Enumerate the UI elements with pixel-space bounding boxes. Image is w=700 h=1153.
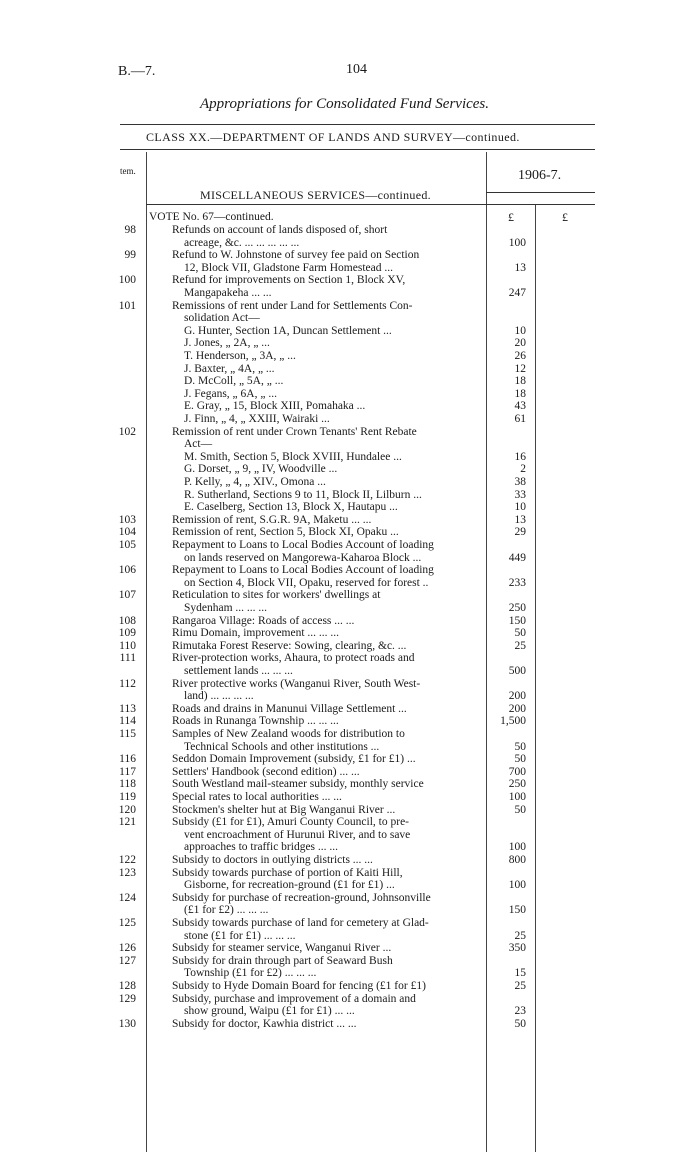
table-row xyxy=(0,753,700,765)
item-number: 122 xyxy=(118,854,136,866)
table-row xyxy=(0,312,700,324)
table-row xyxy=(0,904,700,916)
item-amount: 449 xyxy=(508,551,526,564)
item-amount: 100 xyxy=(508,236,526,249)
table-row xyxy=(0,300,700,312)
table-row xyxy=(0,539,700,551)
table-row xyxy=(0,804,700,816)
item-amount: 233 xyxy=(508,576,526,589)
table-row xyxy=(0,917,700,929)
table-row xyxy=(0,1005,700,1017)
table-row xyxy=(0,728,700,740)
item-description: Act— xyxy=(184,438,213,451)
item-amount: 15 xyxy=(514,967,526,980)
item-number: 105 xyxy=(118,539,136,551)
item-description: Subsidy towards purchase of portion of Kaiti Hill, xyxy=(172,866,403,879)
item-description: stone (£1 for £1) ... ... ... xyxy=(184,929,296,942)
item-number: 100 xyxy=(118,274,136,287)
item-amount: 500 xyxy=(508,665,526,677)
item-number: 125 xyxy=(118,917,136,929)
item-amount: 200 xyxy=(508,702,526,715)
table-row xyxy=(0,892,700,904)
table-row xyxy=(0,501,700,513)
item-number: 99 xyxy=(124,249,136,262)
item-description: Technical Schools and other institutions ... xyxy=(184,740,380,753)
table-row xyxy=(0,249,700,261)
item-amount: 700 xyxy=(508,765,526,778)
item-number: 117 xyxy=(119,765,136,778)
item-number: 98 xyxy=(124,224,136,236)
table-row xyxy=(0,262,700,274)
item-description: J. Baxter, „ 4A, „ ... xyxy=(184,362,275,375)
item-number: 116 xyxy=(119,753,136,766)
item-description: Subsidy towards purchase of land for cemetery at Glad- xyxy=(172,917,429,929)
item-amount: 1,500 xyxy=(500,715,526,728)
item-description: Seddon Domain Improvement (subsidy, £1 for £1) ... xyxy=(172,753,416,766)
item-description: Refund for improvements on Section 1, Block XV, xyxy=(172,274,406,287)
item-description: Remission of rent under Crown Tenants' Rent Rebate xyxy=(172,425,417,438)
document-reference: B.—7. xyxy=(118,64,156,79)
currency-symbol-left: £ xyxy=(508,210,514,224)
item-number: 121 xyxy=(118,816,136,829)
item-description: Subsidy, purchase and improvement of a domain and xyxy=(172,992,416,1005)
section-rule xyxy=(146,204,595,205)
class-heading: CLASS XX.—DEPARTMENT OF LANDS AND SURVEY—continued. xyxy=(146,130,520,144)
item-amount: 10 xyxy=(514,501,526,514)
item-amount: 25 xyxy=(514,639,526,652)
page-number: 104 xyxy=(346,62,367,77)
table-row xyxy=(0,967,700,979)
table-row xyxy=(0,993,700,1005)
item-description: Roads in Runanga Township ... ... ... xyxy=(172,715,339,728)
item-number: 113 xyxy=(119,702,136,715)
table-row xyxy=(0,841,700,853)
table-row xyxy=(0,426,700,438)
item-description: approaches to traffic bridges ... ... xyxy=(184,841,339,854)
item-description: Rimu Domain, improvement ... ... ... xyxy=(172,627,340,640)
table-row xyxy=(0,980,700,992)
year-rule xyxy=(486,192,595,193)
table-row xyxy=(0,577,700,589)
item-description: J. Finn, „ 4, „ XXIII, Wairaki ... xyxy=(184,413,330,425)
table-row xyxy=(0,325,700,337)
item-description: Subsidy to doctors in outlying districts ... ... xyxy=(172,854,373,866)
table-row xyxy=(0,829,700,841)
item-description: Subsidy for purchase of recreation-ground, Johnsonville xyxy=(172,891,431,904)
table-row xyxy=(0,337,700,349)
table-row xyxy=(0,476,700,488)
item-description: Subsidy (£1 for £1), Amuri County Council, to pre- xyxy=(172,816,410,829)
item-description: D. McColl, „ 5A, „ ... xyxy=(184,375,284,388)
table-row xyxy=(0,942,700,954)
item-description: on Section 4, Block VII, Opaku, reserved for forest .. xyxy=(184,576,429,589)
item-amount: 25 xyxy=(514,980,526,992)
table-row xyxy=(0,564,700,576)
table-row xyxy=(0,640,700,652)
item-number: 109 xyxy=(118,627,136,640)
item-description: land) ... ... ... ... xyxy=(184,690,254,703)
item-description: solidation Act— xyxy=(184,312,260,325)
item-description: Subsidy for steamer service, Wanganui River ... xyxy=(172,942,392,955)
item-amount: 16 xyxy=(514,450,526,463)
vote-line: VOTE No. 67—continued. xyxy=(149,211,274,223)
item-description: settlement lands ... ... ... xyxy=(184,665,293,677)
item-description: Rimutaka Forest Reserve: Sowing, clearing, &c. ... xyxy=(172,639,407,652)
item-number: 129 xyxy=(118,992,136,1005)
item-amount: 13 xyxy=(514,513,526,526)
item-amount: 10 xyxy=(514,324,526,337)
item-number: 102 xyxy=(118,425,136,438)
table-row xyxy=(0,778,700,790)
table-row xyxy=(0,867,700,879)
item-description: Subsidy to Hyde Domain Board for fencing (£1 for £1) xyxy=(172,980,426,992)
table-row xyxy=(0,741,700,753)
item-number: 103 xyxy=(118,513,136,526)
item-number: 123 xyxy=(118,866,136,879)
item-description: Special rates to local authorities ... ... xyxy=(172,791,342,803)
table-row xyxy=(0,438,700,450)
section-title: MISCELLANEOUS SERVICES—continued. xyxy=(200,188,431,202)
item-amount: 100 xyxy=(508,879,526,892)
item-number: 120 xyxy=(118,803,136,816)
table-row xyxy=(0,766,700,778)
item-description: Subsidy for doctor, Kawhia district ... ... xyxy=(172,1017,357,1030)
item-number: 118 xyxy=(119,778,136,791)
item-number: 104 xyxy=(118,526,136,539)
table-row xyxy=(0,791,700,803)
table-row xyxy=(0,514,700,526)
item-amount: 200 xyxy=(508,690,526,703)
item-description: River-protection works, Ahaura, to protect roads and xyxy=(172,652,415,665)
item-number: 107 xyxy=(118,589,136,602)
item-amount: 247 xyxy=(508,287,526,299)
class-rule xyxy=(120,149,595,150)
table-row xyxy=(0,652,700,664)
item-amount: 18 xyxy=(514,375,526,388)
item-amount: 18 xyxy=(514,387,526,400)
item-description: South Westland mail-steamer subsidy, monthly service xyxy=(172,778,424,791)
table-row xyxy=(0,602,700,614)
item-description: M. Smith, Section 5, Block XVIII, Hundalee ... xyxy=(184,450,402,463)
table-row xyxy=(0,690,700,702)
item-amount: 61 xyxy=(514,413,526,425)
item-description: Rangaroa Village: Roads of access ... ... xyxy=(172,614,355,627)
item-description: Samples of New Zealand woods for distribution to xyxy=(172,728,405,740)
item-description: Settlers' Handbook (second edition) ... ... xyxy=(172,765,360,778)
table-row xyxy=(0,955,700,967)
table-row xyxy=(0,375,700,387)
table-row xyxy=(0,678,700,690)
item-amount: 100 xyxy=(508,791,526,803)
item-description: Refunds on account of lands disposed of, short xyxy=(172,224,388,236)
item-amount: 50 xyxy=(514,803,526,816)
table-row xyxy=(0,615,700,627)
item-description: E. Gray, „ 15, Block XIII, Pomahaka ... xyxy=(184,400,366,413)
item-amount: 33 xyxy=(514,488,526,501)
item-number: 127 xyxy=(118,954,136,967)
item-amount: 26 xyxy=(514,350,526,362)
item-number: 128 xyxy=(118,980,136,992)
item-description: show ground, Waipu (£1 for £1) ... ... xyxy=(184,1005,355,1018)
item-amount: 20 xyxy=(514,337,526,350)
table-row xyxy=(0,930,700,942)
table-row xyxy=(0,665,700,677)
table-row xyxy=(0,224,700,236)
item-amount: 2 xyxy=(520,463,526,476)
item-description: R. Sutherland, Sections 9 to 11, Block II, Lilburn ... xyxy=(184,488,422,501)
item-number: 119 xyxy=(119,791,136,803)
item-number: 115 xyxy=(119,728,136,740)
table-row xyxy=(0,463,700,475)
item-number: 130 xyxy=(118,1017,136,1030)
table-row xyxy=(0,363,700,375)
item-number: 110 xyxy=(119,639,136,652)
item-amount: 50 xyxy=(514,740,526,753)
table-row xyxy=(0,816,700,828)
item-description: G. Dorset, „ 9, „ IV, Woodville ... xyxy=(184,463,338,476)
item-number: 112 xyxy=(119,677,136,690)
item-description: Reticulation to sites for workers' dwellings at xyxy=(172,589,381,602)
item-number: 101 xyxy=(118,299,136,312)
year-heading: 1906-7. xyxy=(518,168,562,183)
top-rule xyxy=(120,124,595,125)
item-description: Repayment to Loans to Local Bodies Account of loading xyxy=(172,564,434,577)
item-amount: 350 xyxy=(508,942,526,955)
table-row xyxy=(0,552,700,564)
item-description: Township (£1 for £2) ... ... ... xyxy=(184,967,317,980)
table-row xyxy=(0,703,700,715)
table-row xyxy=(0,854,700,866)
item-number: 111 xyxy=(119,652,136,665)
item-description: J. Jones, „ 2A, „ ... xyxy=(184,337,270,350)
item-number: 126 xyxy=(118,942,136,955)
item-description: E. Caselberg, Section 13, Block X, Hautapu ... xyxy=(184,501,398,514)
item-amount: 50 xyxy=(514,753,526,766)
table-row xyxy=(0,1018,700,1030)
item-number: 124 xyxy=(118,891,136,904)
table-row xyxy=(0,237,700,249)
item-amount: 23 xyxy=(514,1005,526,1018)
table-row xyxy=(0,413,700,425)
item-description: G. Hunter, Section 1A, Duncan Settlement ... xyxy=(184,324,392,337)
item-amount: 250 xyxy=(508,602,526,614)
item-description: T. Henderson, „ 3A, „ ... xyxy=(184,350,296,362)
item-description: Mangapakeha ... ... xyxy=(184,287,272,299)
item-description: Refund to W. Johnstone of survey fee paid on Section xyxy=(172,249,420,262)
item-amount: 38 xyxy=(514,476,526,488)
item-description: vent encroachment of Hurunui River, and to save xyxy=(184,828,411,841)
item-amount: 12 xyxy=(514,362,526,375)
table-row xyxy=(0,627,700,639)
item-number: 106 xyxy=(118,564,136,577)
table-row xyxy=(0,526,700,538)
table-row xyxy=(0,589,700,601)
item-number: 114 xyxy=(119,715,136,728)
item-description: (£1 for £2) ... ... ... xyxy=(184,904,269,917)
item-description: 12, Block VII, Gladstone Farm Homestead ... xyxy=(184,261,393,274)
item-amount: 800 xyxy=(508,854,526,866)
item-description: Remission of rent, Section 5, Block XI, Opaku ... xyxy=(172,526,399,539)
item-description: River protective works (Wanganui River, South West- xyxy=(172,677,421,690)
item-amount: 50 xyxy=(514,627,526,640)
item-description: J. Fegans, „ 6A, „ ... xyxy=(184,387,277,400)
item-description: on lands reserved on Mangorewa-Kaharoa Block ... xyxy=(184,551,422,564)
item-description: Roads and drains in Manunui Village Settlement ... xyxy=(172,702,407,715)
table-row xyxy=(0,400,700,412)
item-amount: 250 xyxy=(508,778,526,791)
item-description: Sydenham ... ... ... xyxy=(184,602,268,614)
table-row xyxy=(0,451,700,463)
table-row xyxy=(0,715,700,727)
page-title: Appropriations for Consolidated Fund Services. xyxy=(200,96,490,112)
table-row xyxy=(0,274,700,286)
item-description: Repayment to Loans to Local Bodies Account of loading xyxy=(172,539,434,551)
item-amount: 29 xyxy=(514,526,526,539)
table-row xyxy=(0,350,700,362)
item-description: acreage, &c. ... ... ... ... ... xyxy=(184,236,300,249)
item-number: 108 xyxy=(118,614,136,627)
table-row xyxy=(0,388,700,400)
item-description: Stockmen's shelter hut at Big Wanganui River ... xyxy=(172,803,396,816)
item-description: P. Kelly, „ 4, „ XIV., Omona ... xyxy=(184,476,326,488)
item-amount: 150 xyxy=(508,904,526,917)
item-column-label: tem. xyxy=(120,166,136,176)
table-row xyxy=(0,489,700,501)
item-amount: 25 xyxy=(514,929,526,942)
item-description: Subsidy for drain through part of Seaward Bush xyxy=(172,954,393,967)
currency-symbol-right: £ xyxy=(562,210,568,224)
item-description: Remissions of rent under Land for Settlements Con- xyxy=(172,299,413,312)
item-description: Gisborne, for recreation-ground (£1 for £1) ... xyxy=(184,879,395,892)
table-row xyxy=(0,879,700,891)
item-description: Remission of rent, S.G.R. 9A, Maketu ... ... xyxy=(172,513,372,526)
item-amount: 150 xyxy=(508,614,526,627)
item-amount: 100 xyxy=(508,841,526,854)
item-amount: 13 xyxy=(514,261,526,274)
item-amount: 43 xyxy=(514,400,526,413)
table-row xyxy=(0,287,700,299)
item-amount: 50 xyxy=(514,1017,526,1030)
